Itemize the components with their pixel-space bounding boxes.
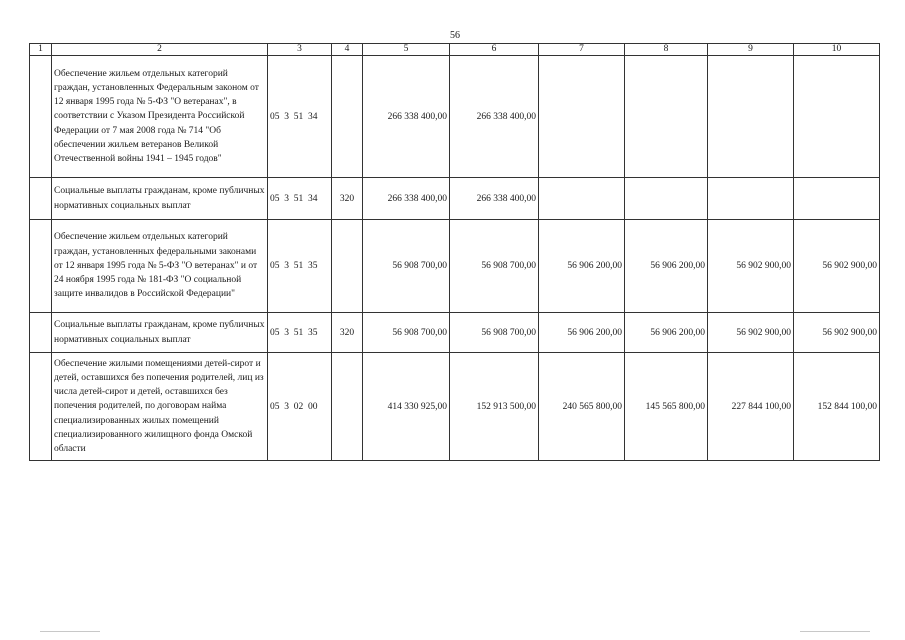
- row-name: Социальные выплаты гражданам, кроме публичных нормативных социальных выплат: [52, 178, 268, 220]
- empty-cell: [30, 220, 52, 313]
- row-name: Социальные выплаты гражданам, кроме публичных нормативных социальных выплат: [52, 313, 268, 353]
- table-row: [30, 353, 880, 461]
- row-value-col6: 266 338 400,00: [450, 178, 539, 220]
- column-number-row: [30, 44, 880, 56]
- column-number: 7: [539, 44, 625, 56]
- row-value-col8: [625, 178, 708, 220]
- row-value-col7: [539, 56, 625, 178]
- row-code: 05 3 51 34: [268, 178, 332, 220]
- table-row: [30, 178, 880, 220]
- empty-cell: [30, 313, 52, 353]
- empty-cell: [30, 353, 52, 461]
- table-row: [30, 313, 880, 353]
- row-value-col8: [625, 56, 708, 178]
- row-expense-type: [332, 353, 363, 461]
- row-value-col6: 56 908 700,00: [450, 220, 539, 313]
- row-expense-type: [332, 56, 363, 178]
- column-number: 1: [30, 44, 52, 56]
- row-code: 05 3 02 00: [268, 353, 332, 461]
- row-code: 05 3 51 34: [268, 56, 332, 178]
- column-number: 10: [794, 44, 880, 56]
- row-value-col6: 152 913 500,00: [450, 353, 539, 461]
- row-value-col9: 56 902 900,00: [708, 313, 794, 353]
- row-value-col9: [708, 56, 794, 178]
- row-value-col7: 56 906 200,00: [539, 313, 625, 353]
- scan-artifact: [800, 631, 870, 632]
- row-value-col10: 152 844 100,00: [794, 353, 880, 461]
- row-value-col6: 56 908 700,00: [450, 313, 539, 353]
- empty-cell: [30, 56, 52, 178]
- row-value-col5: 266 338 400,00: [363, 56, 450, 178]
- column-number: 8: [625, 44, 708, 56]
- table-row: [30, 56, 880, 178]
- row-name: Обеспечение жилыми помещениями детей-сирот и детей, оставшихся без попечения родителей, лиц из числа детей-сирот и детей, оставшихся без попечения родителей, по договорам найма специализированных жилых помещений специализированного жилищного фонда Омской области: [52, 353, 268, 461]
- column-number: 2: [52, 44, 268, 56]
- row-value-col9: 56 902 900,00: [708, 220, 794, 313]
- row-value-col10: [794, 56, 880, 178]
- column-number: 6: [450, 44, 539, 56]
- column-number: 5: [363, 44, 450, 56]
- row-value-col10: 56 902 900,00: [794, 313, 880, 353]
- row-name: Обеспечение жильем отдельных категорий граждан, установленных федеральными законами от 12 января 1995 года № 5-ФЗ "О ветеранах" и от 24 ноября 1995 года № 181-ФЗ "О социальной защите инвалидов в Российской Федерации": [52, 220, 268, 313]
- row-value-col10: 56 902 900,00: [794, 220, 880, 313]
- row-value-col8: 56 906 200,00: [625, 313, 708, 353]
- page-number: 56: [450, 30, 460, 41]
- row-value-col9: [708, 178, 794, 220]
- budget-table: [29, 43, 880, 461]
- table-row: [30, 220, 880, 313]
- row-value-col7: [539, 178, 625, 220]
- row-expense-type: 320: [332, 313, 363, 353]
- row-value-col7: 240 565 800,00: [539, 353, 625, 461]
- row-expense-type: 320: [332, 178, 363, 220]
- row-code: 05 3 51 35: [268, 313, 332, 353]
- scan-artifact: [40, 631, 100, 632]
- row-value-col6: 266 338 400,00: [450, 56, 539, 178]
- empty-cell: [30, 178, 52, 220]
- row-code: 05 3 51 35: [268, 220, 332, 313]
- row-value-col10: [794, 178, 880, 220]
- row-value-col9: 227 844 100,00: [708, 353, 794, 461]
- row-value-col5: 266 338 400,00: [363, 178, 450, 220]
- row-expense-type: [332, 220, 363, 313]
- row-name: Обеспечение жильем отдельных категорий граждан, установленных Федеральным законом от 12 января 1995 года № 5-ФЗ "О ветеранах", в соответствии с Указом Президента Российской Федерации от 7 мая 2008 года № 714 "Об обеспечении жильем ветеранов Великой Отечественной войны 1941 – 1945 годов": [52, 56, 268, 178]
- row-value-col5: 56 908 700,00: [363, 220, 450, 313]
- column-number: 3: [268, 44, 332, 56]
- row-value-col7: 56 906 200,00: [539, 220, 625, 313]
- row-value-col5: 414 330 925,00: [363, 353, 450, 461]
- column-number: 9: [708, 44, 794, 56]
- row-value-col8: 145 565 800,00: [625, 353, 708, 461]
- row-value-col8: 56 906 200,00: [625, 220, 708, 313]
- column-number: 4: [332, 44, 363, 56]
- row-value-col5: 56 908 700,00: [363, 313, 450, 353]
